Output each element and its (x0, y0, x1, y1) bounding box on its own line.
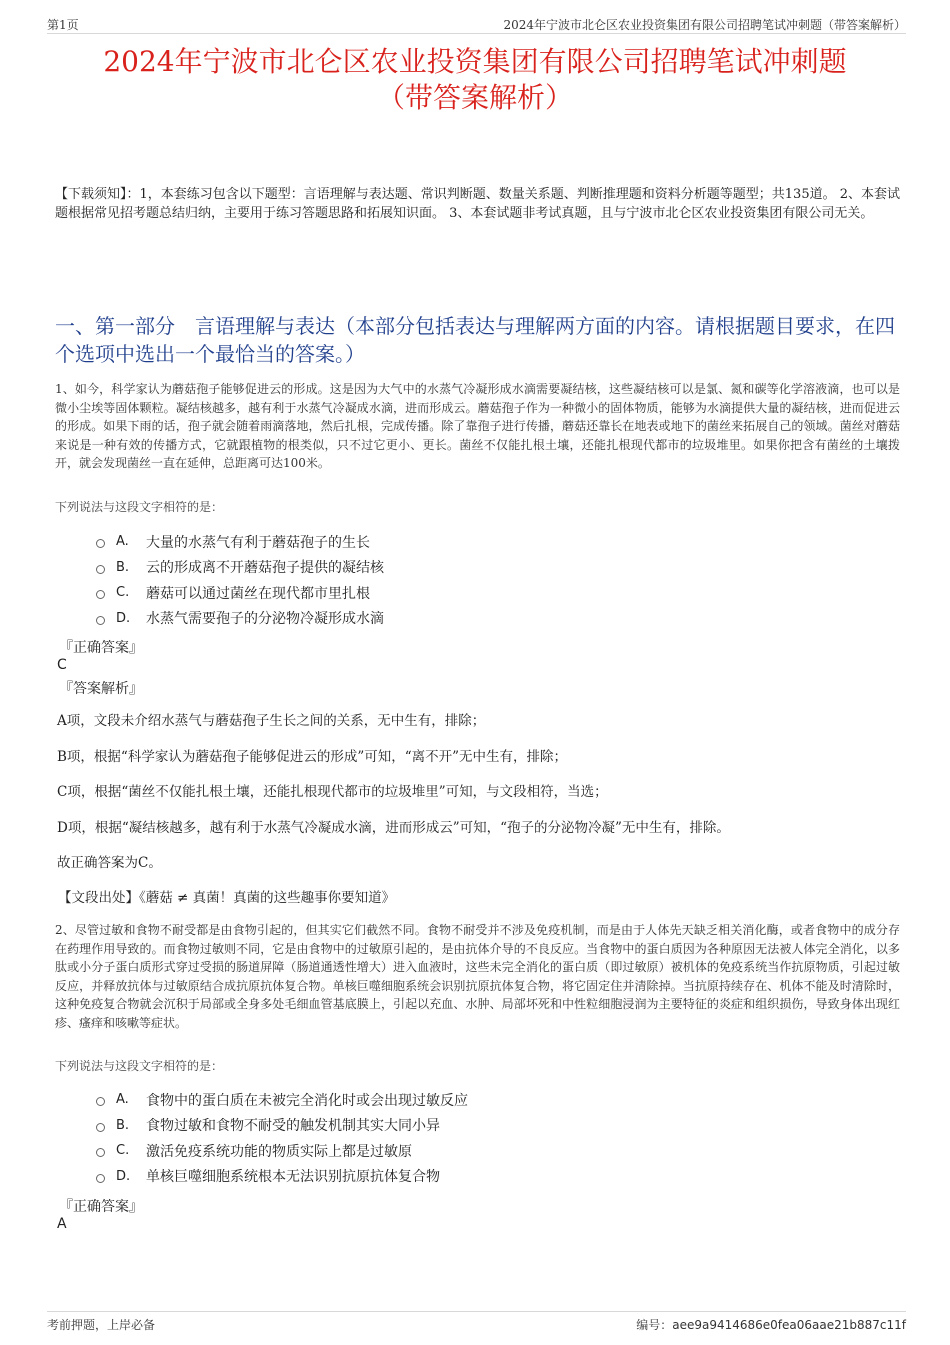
option-text: 激活免疫系统功能的物质实际上都是过敏原 (146, 1143, 412, 1160)
footer-code-value: aee9a9414686e0fea06aae21b887c11f (672, 1318, 906, 1332)
radio-button-icon[interactable] (96, 1097, 105, 1106)
q1-analysis (57, 711, 897, 889)
q1-option-c[interactable] (96, 580, 796, 606)
q2-option-d[interactable] (96, 1164, 796, 1190)
q2-option-a[interactable] (96, 1087, 796, 1113)
q1-answer: C (57, 657, 67, 673)
radio-button-icon[interactable] (96, 1123, 105, 1132)
option-letter: B. (116, 559, 130, 575)
q2-answer: A (57, 1216, 67, 1232)
option-text: 食物过敏和食物不耐受的触发机制其实大同小异 (146, 1118, 440, 1135)
q1-prompt: 下列说法与这段文字相符的是： (55, 500, 224, 514)
q2-answer-label: 『正确答案』 (59, 1199, 143, 1215)
option-text: 蘑菇可以通过菌丝在现代都市里扎根 (146, 585, 370, 602)
page-number: 第1页 (47, 18, 79, 32)
q1-analysis-label: 『答案解析』 (59, 681, 143, 697)
title-line-1: 2024年宁波市北仑区农业投资集团有限公司招聘笔试冲刺题 (103, 45, 847, 78)
q2-option-b[interactable] (96, 1113, 796, 1139)
radio-button-icon[interactable] (96, 539, 105, 548)
radio-button-icon[interactable] (96, 565, 105, 574)
option-text: 云的形成离不开蘑菇孢子提供的凝结核 (146, 560, 384, 577)
q1-passage: 1、如今，科学家认为蘑菇孢子能够促进云的形成。这是因为大气中的水蒸气冷凝形成水滴需要凝结核，这些凝结核可以是氯、氮和碳等化学溶液滴，也可以是微小尘埃等固体颗粒。凝结核越多，越有利于水蒸气冷凝成水滴，进而形成云。蘑菇孢子作为一种微小的固体物质，能够为水滴提供大量的凝结核，进而促进云的形成。如果下雨的话，孢子就会随着雨滴落地，然后扎根，完成传播。除了靠孢子进行传播，蘑菇还靠长在地表或地下的菌丝来拓展自己的领域。菌丝对蘑菇来说是一种有效的传播方式，它就跟植物的根类似，只不过它更小、更长。菌丝不仅能扎根土壤，还能扎根现代都市的垃圾堆里。如果你把含有菌丝的土壤拨开，就会发现菌丝一直在延伸，总距离可达100米。 (55, 382, 900, 470)
download-notice: 【下载须知】：1，本套练习包含以下题型：言语理解与表达题、常识判断题、数量关系题、判断推理题和资料分析题等题型；共135道。 2、本套试题根据常见招考题总结归纳，主要用于练习答题思路和拓展知识面。 3、本套试题非考试真题，且与宁波市北仑区农业投资集团有限公司无关。 (55, 187, 900, 221)
q1-option-a[interactable] (96, 529, 796, 555)
option-text: 食物中的蛋白质在未被完全消化时或会出现过敏反应 (146, 1092, 468, 1109)
q1-source: 【文段出处】《蘑菇 ≠ 真菌！真菌的这些趣事你要知道》 (58, 890, 396, 906)
option-text: 大量的水蒸气有利于蘑菇孢子的生长 (146, 534, 370, 551)
q2-options (96, 1087, 796, 1189)
q2-passage: 2、尽管过敏和食物不耐受都是由食物引起的，但其实它们截然不同。食物不耐受并不涉及免疫机制，而是由于人体先天缺乏相关消化酶，或者食物中的成分存在药理作用导致的。而食物过敏则不同，它是由食物中的过敏原引起的，是由抗体介导的不良反应。当食物中的蛋白质因为各种原因无法被人体完全消化，以多肽或小分子蛋白质形式穿过受损的肠道屏障（肠道通透性增大）进入血液时，这些未完全消化的蛋白质（即过敏原）被机体的免疫系统当作抗原物质，引起过敏反应，并释放抗体与过敏原结合成抗原抗体复合物。单核巨噬细胞系统会识别抗原抗体复合物，将它固定住并清除掉。当抗原持续存在、机体不能及时清除时，这种免疫复合物就会沉积于局部或全身多处毛细血管基底膜上，引起以充血、水肿、局部坏死和中性粒细胞浸润为主要特征的炎症和组织损伤，导致身体出现红疹、瘙痒和咳嗽等症状。 (55, 923, 900, 1030)
page-header (47, 14, 906, 34)
option-text: 单核巨噬细胞系统根本无法识别抗原抗体复合物 (146, 1169, 440, 1186)
radio-button-icon[interactable] (96, 590, 105, 599)
analysis-conclusion: 故正确答案为C。 (57, 855, 162, 871)
option-letter: D. (116, 610, 131, 626)
option-text: 水蒸气需要孢子的分泌物冷凝形成水滴 (146, 611, 384, 628)
option-letter: D. (116, 1168, 131, 1184)
option-letter: C. (116, 585, 130, 601)
footer-code (636, 1316, 906, 1333)
analysis-line: C项，根据“菌丝不仅能扎根土壤，还能扎根现代都市的垃圾堆里”可知，与文段相符，当选； (57, 784, 608, 800)
section-heading: 一、第一部分 言语理解与表达（本部分包括表达与理解两方面的内容。请根据题目要求，在四个选项中选出一个最恰当的答案。） (55, 314, 895, 366)
page-footer (47, 1311, 906, 1333)
radio-button-icon[interactable] (96, 616, 105, 625)
q1-options (96, 529, 796, 631)
radio-button-icon[interactable] (96, 1148, 105, 1157)
q2-prompt: 下列说法与这段文字相符的是： (55, 1059, 224, 1073)
footer-code-label: 编号： (636, 1318, 673, 1332)
option-letter: B. (116, 1117, 130, 1133)
q2-option-c[interactable] (96, 1138, 796, 1164)
analysis-line: B项，根据“科学家认为蘑菇孢子能够促进云的形成”可知，“离不开”无中生有，排除； (57, 748, 568, 765)
q1-option-b[interactable] (96, 555, 796, 581)
analysis-line: D项，根据“凝结核越多，越有利于水蒸气冷凝成水滴，进而形成云”可知，“孢子的分泌物冷凝”无中生有，排除。 (57, 819, 730, 836)
header-doc-title: 2024年宁波市北仑区农业投资集团有限公司招聘笔试冲刺题（带答案解析） (503, 18, 906, 32)
title-line-2: （带答案解析） (376, 81, 573, 114)
option-letter: C. (116, 1143, 130, 1159)
q1-option-d[interactable] (96, 606, 796, 632)
footer-slogan: 考前押题，上岸必备 (47, 1318, 156, 1332)
option-letter: A. (116, 1092, 129, 1108)
option-letter: A. (116, 534, 129, 550)
document-title (20, 44, 930, 116)
radio-button-icon[interactable] (96, 1174, 105, 1183)
analysis-line: A项，文段未介绍水蒸气与蘑菇孢子生长之间的关系，无中生有，排除； (57, 713, 486, 729)
q1-answer-label: 『正确答案』 (59, 640, 143, 656)
